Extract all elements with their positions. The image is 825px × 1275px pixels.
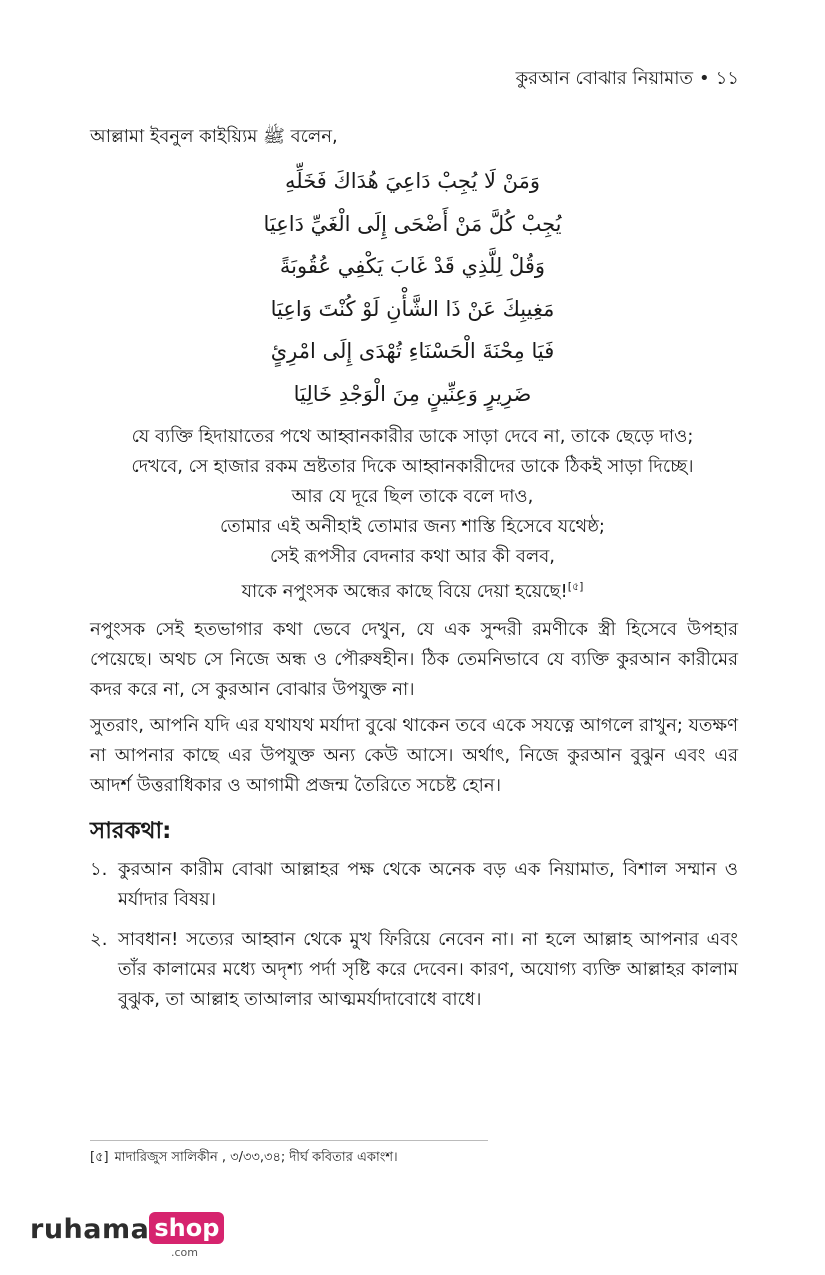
verse-translation [90, 422, 735, 607]
list-number: ১. [90, 859, 108, 880]
logo-word-shop: shop [149, 1212, 224, 1244]
arabic-verse: مَغِيبِكَ عَنْ ذَا الشَّأْنِ لَوْ كُنْتَ وَاعِيَا [270, 296, 555, 321]
translation-line-last [90, 572, 735, 607]
intro-line: আল্লামা ইবনুল কাইয়্যিম ﷺ বলেন, [90, 126, 338, 147]
translation-line: আর যে দূরে ছিল তাকে বলে দাও, [291, 486, 534, 507]
translation-line: সেই রূপসীর বেদনার কথা আর কী বলব, [269, 546, 556, 567]
header-separator: • [699, 68, 710, 89]
list-number: ২. [90, 929, 108, 950]
footnote-mark: [৫] [90, 1150, 109, 1165]
arabic-verse: فَيَا مِحْنَةَ الْحَسْنَاءِ تُهْدَى إِلَى امْرِئٍ [270, 339, 555, 363]
footnote-text: মাদারিজুস সালিকীন , ৩/৩৩,৩৪; দীর্ঘ কবিতার একাংশ। [114, 1150, 398, 1165]
summary-list-item [90, 925, 738, 1015]
logo-word-ruhama: ruhama [30, 1214, 150, 1245]
header-title: কুরআন বোঝার নিয়ামাত [515, 68, 693, 89]
logo-suffix: .com [171, 1246, 198, 1259]
body-paragraph: সুতরাং, আপনি যদি এর যথাযথ মর্যাদা বুঝে থাকেন তবে একে সযত্নে আগলে রাখুন; যতক্ষণ না আপনার কাছে এর উপযুক্ত অন্য কেউ আসে। অর্থাৎ, নিজে কুরআন বুঝুন এবং এর আদর্শ উত্তরাধিকার ও আগামী প্রজন্ম তৈরিতে সচেষ্ট হোন। [90, 715, 738, 796]
arabic-verses [90, 160, 735, 415]
translation-line: যাকে নপুংসক অন্ধের কাছে বিয়ে দেয়া হয়েছে! [241, 581, 568, 602]
summary-list-item [90, 855, 738, 915]
translation-line: তোমার এই অনীহাই তোমার জন্য শাস্তি হিসেবে যথেষ্ঠ; [220, 516, 605, 537]
arabic-verse: وَقُلْ لِلَّذِي قَدْ غَابَ يَكْفِي عُقُوبَةً [279, 254, 546, 278]
page-number: ১১ [715, 68, 739, 89]
list-text: সাবধান! সত্যের আহ্বান থেকে মুখ ফিরিয়ে নেবেন না। না হলে আল্লাহ আপনার এবং তাঁর কালামের মধ্যে অদৃশ্য পর্দা সৃষ্টি করে দেবেন। কারণ, অযোগ্য ব্যক্তি আল্লাহর কালাম বুঝুক, তা আল্লাহ তাআলার আত্মমর্যাদাবোধে বাধে। [118, 929, 738, 1010]
running-header [516, 64, 739, 95]
footnote-divider [90, 1140, 488, 1141]
translation-line: দেখবে, সে হাজার রকম ভ্রষ্টতার দিকে আহ্বানকারীদের ডাকে ঠিকই সাড়া দিচ্ছে। [131, 456, 694, 477]
arabic-verse: يُجِبْ كُلَّ مَنْ أَضْحَى إِلَى الْغَيِّ دَاعِيَا [263, 211, 562, 236]
arabic-verse: وَمَنْ لَا يُجِبْ دَاعِيَ هُدَاكَ فَخَلِّهِ [284, 169, 540, 193]
section-heading: সারকথা: [90, 818, 172, 844]
footnote [90, 1148, 398, 1169]
arabic-verse: ضَرِيرٍ وَعِنِّينٍ مِنَ الْوَجْدِ خَالِيَا [293, 381, 532, 406]
list-text: কুরআন কারীম বোঝা আল্লাহর পক্ষ থেকে অনেক বড় এক নিয়ামাত, বিশাল সম্মান ও মর্যাদার বিষয়। [118, 859, 738, 910]
footnote-reference[interactable]: [৫] [567, 580, 584, 593]
translation-line: যে ব্যক্তি হিদায়াতের পথে আহ্বানকারীর ডাকে সাড়া দেবে না, তাকে ছেড়ে দাও; [131, 426, 694, 447]
ruhamashop-logo [30, 1212, 224, 1259]
body-paragraph: নপুংসক সেই হতভাগার কথা ভেবে দেখুন, যে এক সুন্দরী রমণীকে স্ত্রী হিসেবে উপহার পেয়েছে। অথচ সে নিজে অন্ধ ও পৌরুষহীন। ঠিক তেমনিভাবে যে ব্যক্তি কুরআন কারীমের কদর করে না, সে কুরআন বোঝার উপযুক্ত না। [90, 619, 738, 700]
